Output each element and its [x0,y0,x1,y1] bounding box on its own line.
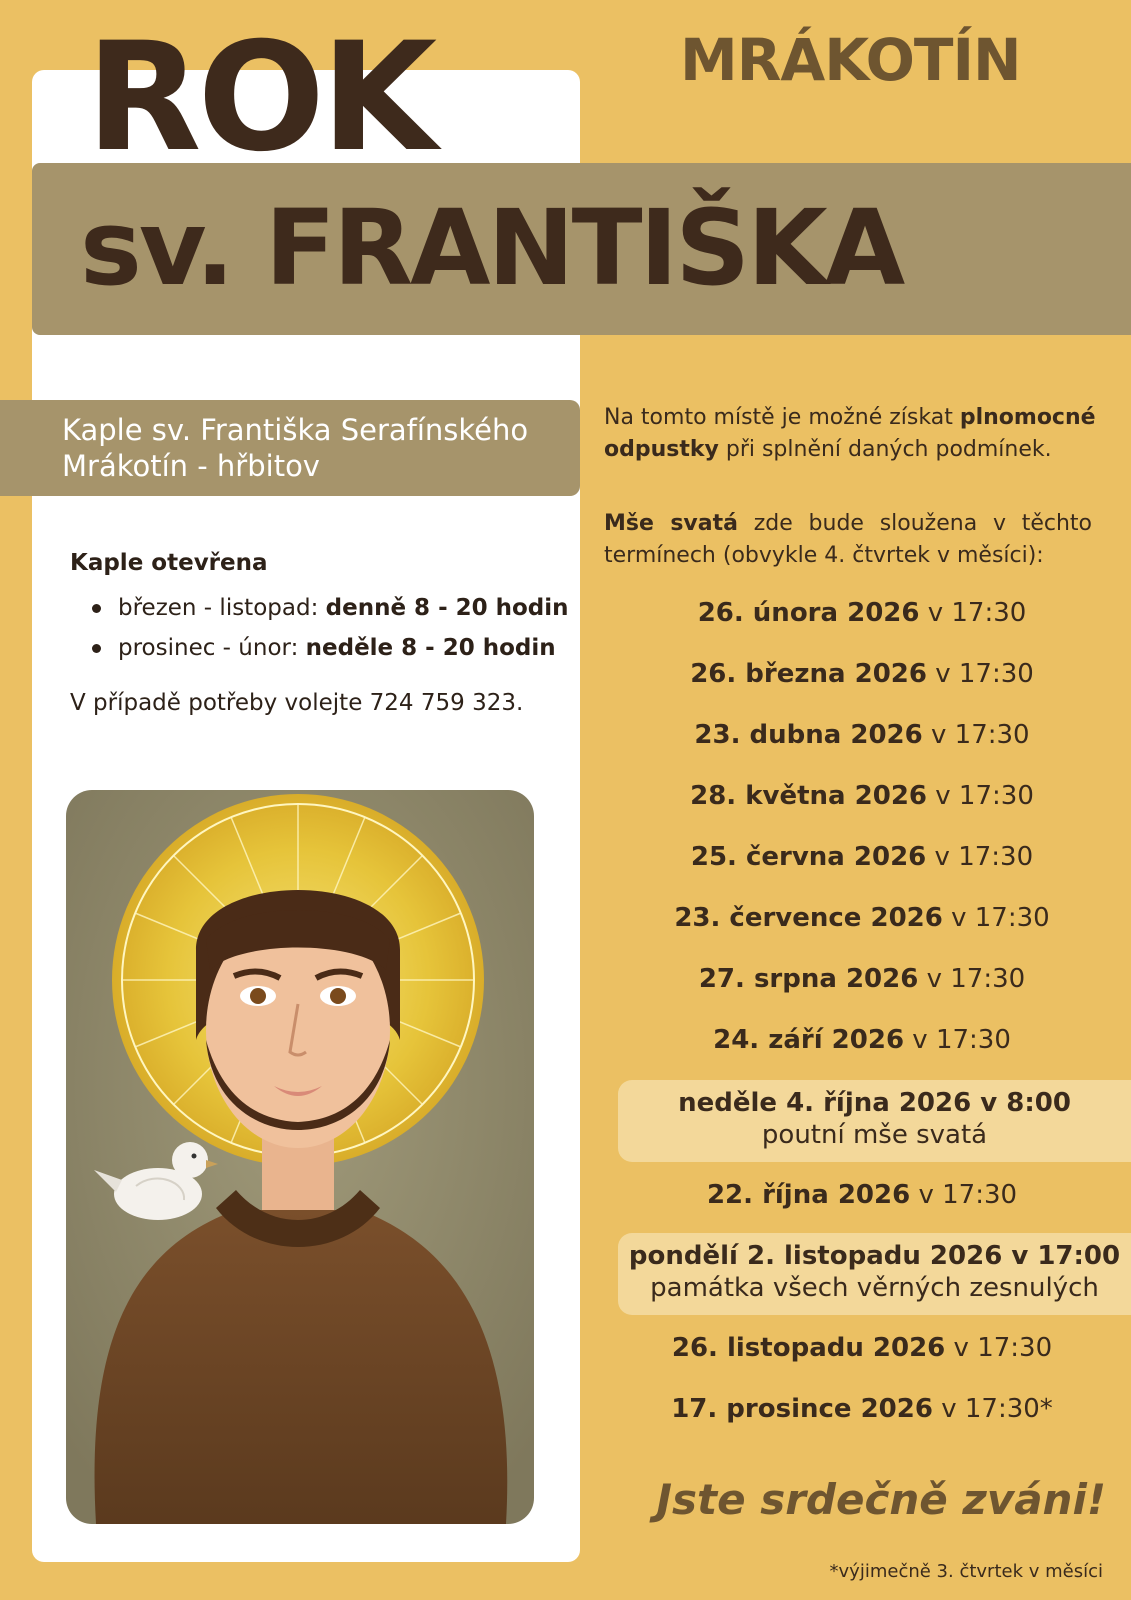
intro-text: Na tomto místě je možné získat [604,405,960,430]
schedule-date: 27. srpna 2026 [698,964,919,994]
schedule-date: 23. července 2026 [674,903,943,933]
schedule-time: v 17:30 [927,781,1034,811]
schedule-time: v 17:30 [926,842,1034,872]
welcome-message: Jste srdečně zváni! [656,1475,1106,1524]
schedule-time: v 17:30 [910,1180,1018,1210]
chapel-location: Mrákotín - hřbitov [62,449,320,483]
schedule-time: v 17:30 [926,659,1034,689]
title-saint-francis: sv. FRANTIŠKA [80,187,903,309]
mass-intro-text: zde bude sloužena v těchto termínech (obvykle 4. čtvrtek v měsíci): [604,511,1092,568]
schedule-date: 26. března 2026 [690,659,927,689]
schedule-date: 28. května 2026 [690,781,928,811]
schedule-date: 17. prosince 2026 [671,1394,933,1424]
special-date: pondělí 2. listopadu 2026 v 17:00 [628,1241,1121,1271]
schedule-item [620,1331,1104,1365]
schedule-item [620,1178,1104,1212]
schedule-date: 25. června 2026 [690,842,927,872]
mass-intro [604,508,1092,572]
schedule-date: 22. října 2026 [706,1180,911,1210]
list-item [92,590,569,630]
indulgence-intro [604,402,1104,466]
opening-period: březen - listopad: [118,595,326,621]
schedule-item [620,718,1104,752]
schedule-date: 23. dubna 2026 [694,720,923,750]
opening-hours-list [92,590,569,670]
intro-bold: plnomocné odpustky [604,405,1096,462]
list-item [92,630,569,670]
schedule-item [620,840,1104,874]
schedule-item [620,1392,1104,1426]
intro-text-after: při splnění daných podmínek. [718,437,1052,462]
opening-period: prosinec - únor: [118,635,306,661]
schedule-item [620,962,1104,996]
schedule-date: 26. února 2026 [697,598,920,628]
schedule-time: v 17:30 [922,720,1030,750]
special-date: neděle 4. října 2026 v 8:00 [678,1088,1071,1118]
saint-francis-illustration [66,790,534,1524]
special-mass-all-souls [618,1233,1131,1315]
schedule-time: v 17:30 [919,598,1027,628]
schedule-time: v 17:30 [942,903,1050,933]
phone-note: V případě potřeby volejte 724 759 323. [70,690,524,716]
mass-intro-bold: Mše svatá [604,511,738,536]
schedule-item [620,657,1104,691]
town-name: MRÁKOTÍN [680,26,1021,94]
opening-hours: neděle 8 - 20 hodin [305,635,556,661]
chapel-name: Kaple sv. Františka Serafínského [62,413,529,447]
special-description: poutní mše svatá [761,1120,988,1150]
special-description: památka všech věrných zesnulých [650,1273,1099,1303]
schedule-item [620,596,1104,630]
schedule-time: v 17:30* [932,1394,1053,1424]
footnote: *výjimečně 3. čtvrtek v měsíci [829,1561,1103,1582]
schedule-time: v 17:30 [904,1025,1011,1055]
opening-hours: denně 8 - 20 hodin [325,595,569,621]
schedule-date: 26. listopadu 2026 [671,1333,946,1363]
schedule-item [620,779,1104,813]
schedule-item [620,901,1104,935]
place-band [0,400,580,496]
schedule-date: 24. září 2026 [713,1025,905,1055]
opening-heading: Kaple otevřena [70,550,268,576]
schedule-time: v 17:30 [918,964,1026,994]
schedule-item [620,1023,1104,1057]
special-mass-pilgrimage [618,1080,1131,1162]
schedule-time: v 17:30 [945,1333,1053,1363]
title-rok: ROK [86,11,434,185]
